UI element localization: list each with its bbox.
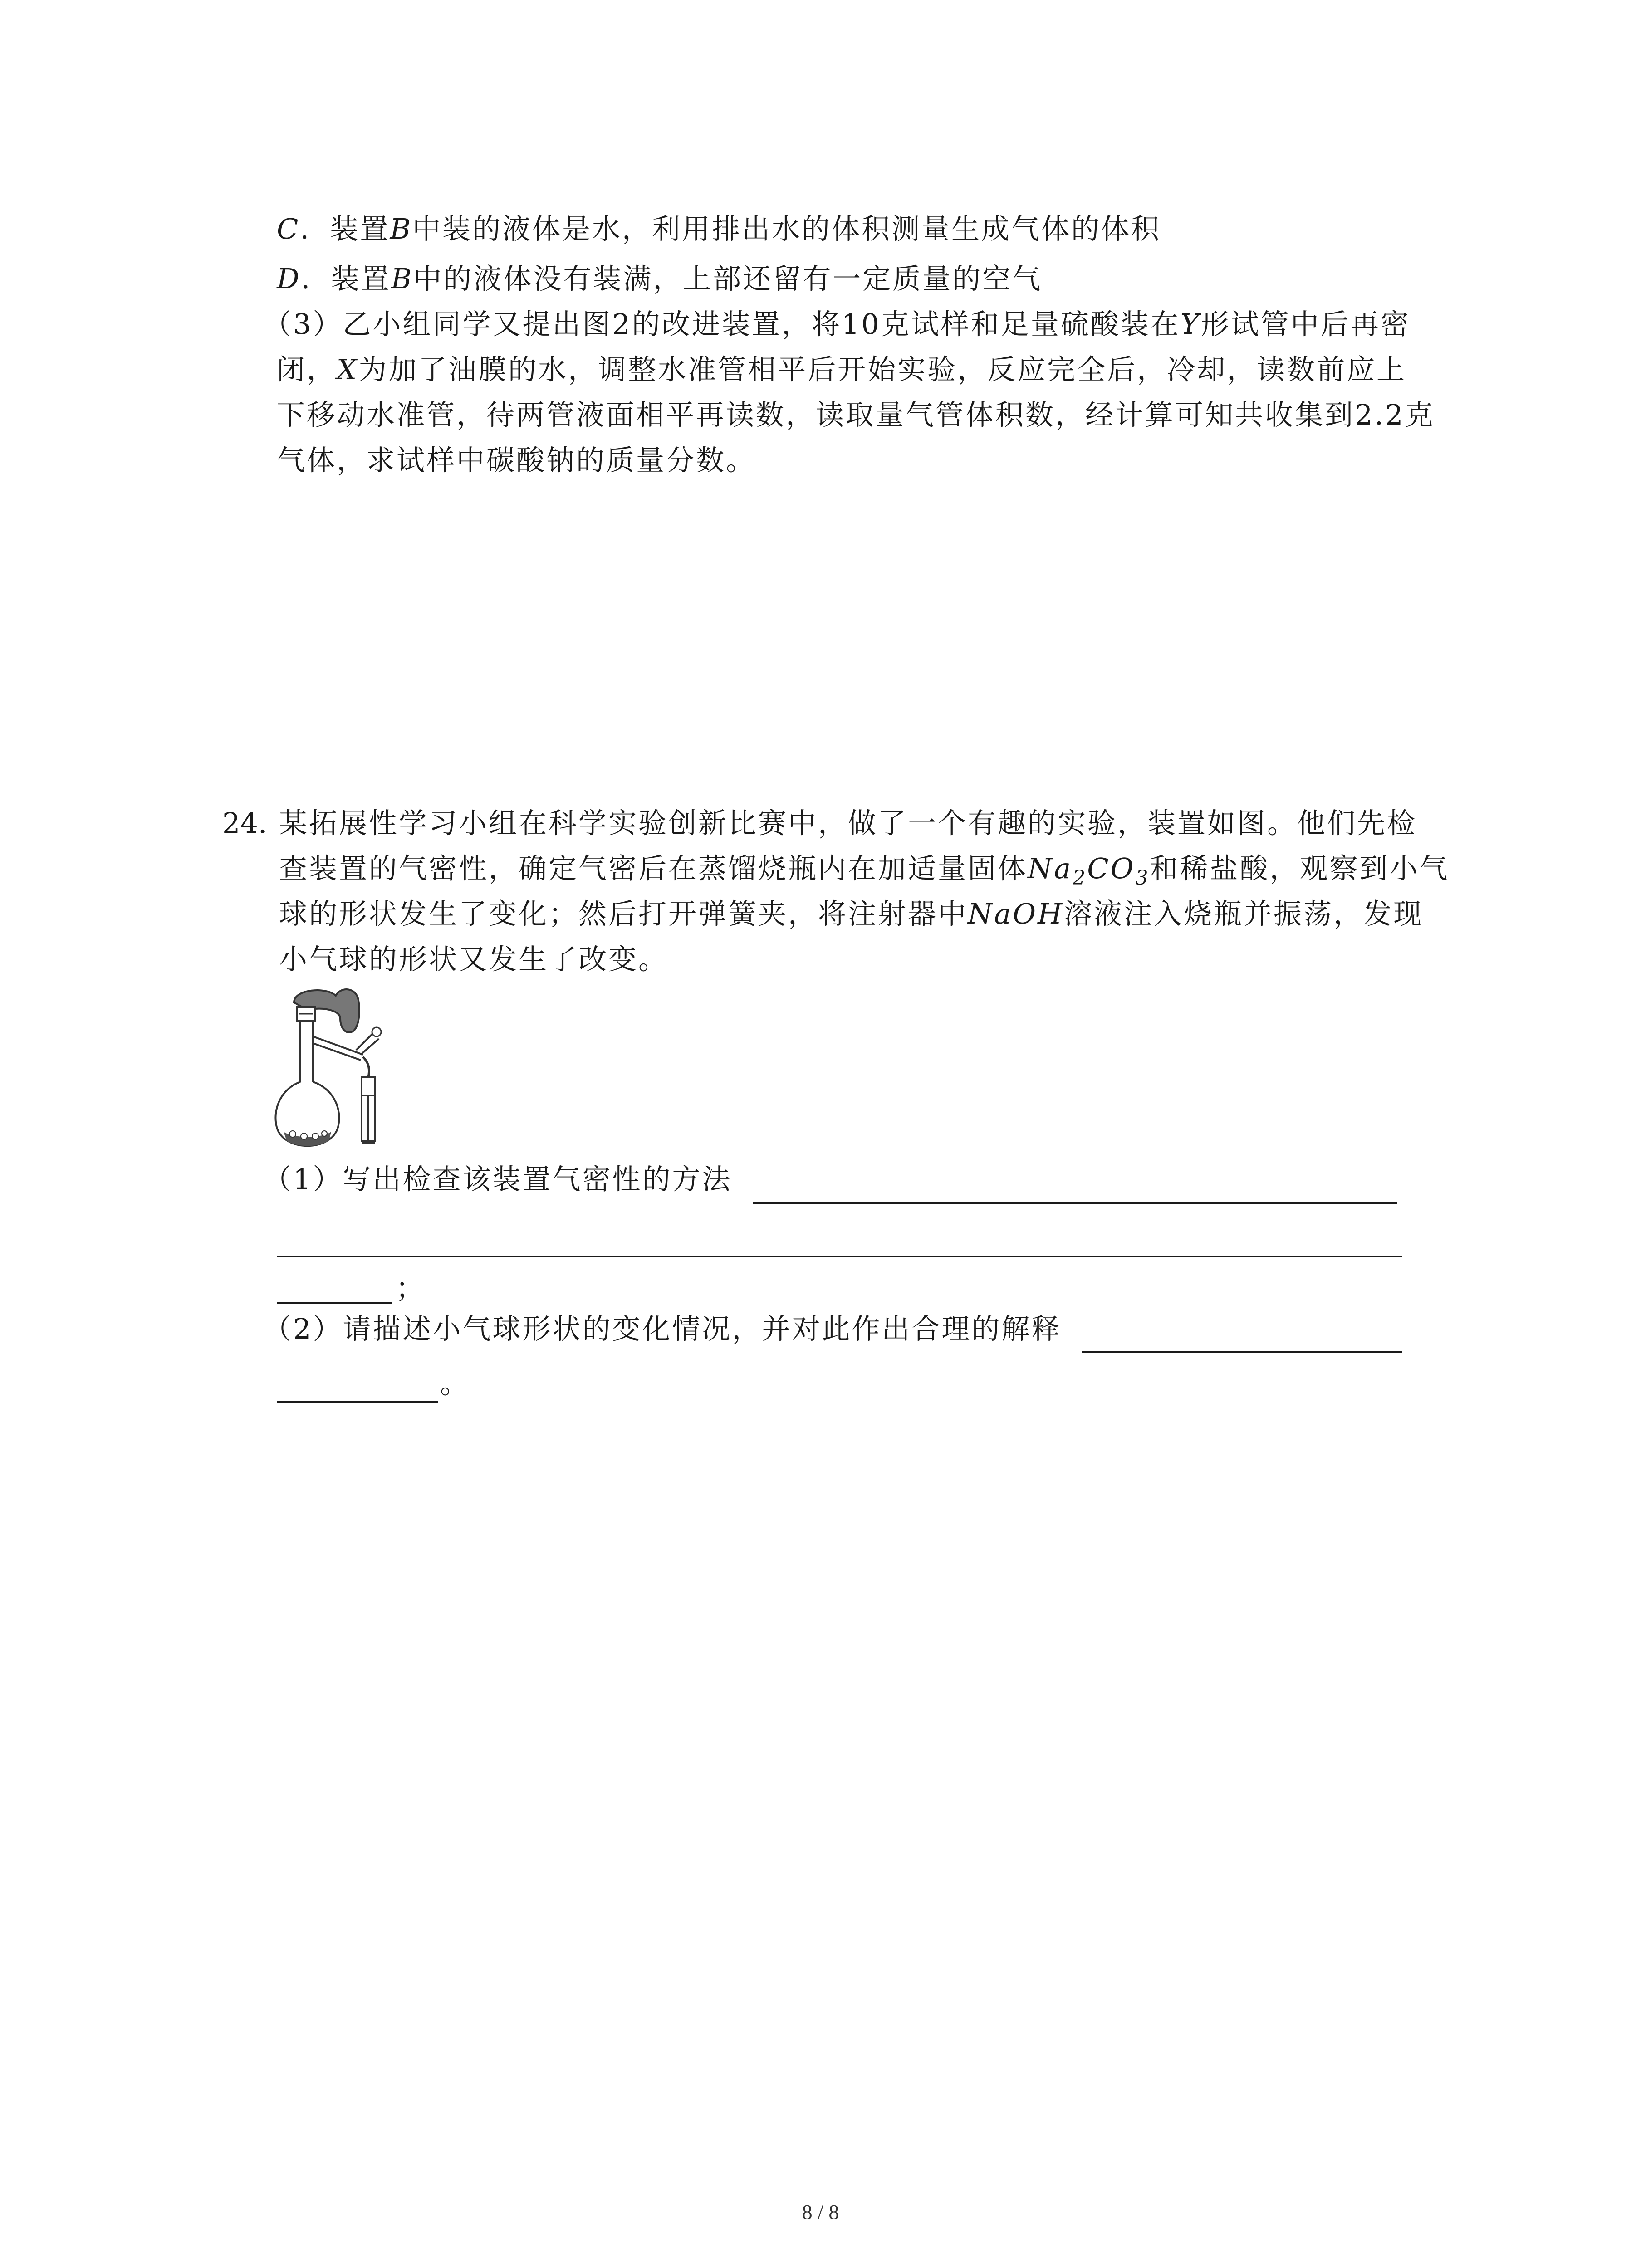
option-c-text-a: ．装置 — [300, 212, 390, 245]
answer-blank-2b[interactable] — [277, 1401, 438, 1403]
q24-line-2-b: 和稀盐酸，观察到小气 — [1150, 852, 1450, 885]
q3-line-3: 下移动水准管，待两管液面相平再读数，读取量气管体积数，经计算可知共收集到2.2克 — [277, 398, 1435, 431]
page-number: 8 / 8 — [802, 2200, 839, 2224]
sub-question-2: （2）请描述小气球形状的变化情况，并对此作出合理的解释 — [263, 1312, 1062, 1345]
q3-line-2-a: 闭， — [277, 353, 337, 386]
apparatus-figure — [272, 987, 404, 1154]
formula-sub-3: 3 — [1135, 866, 1150, 890]
sub-question-1-end: ； — [396, 1271, 426, 1305]
q3-line-1-c: 形试管中后再密 — [1200, 308, 1411, 341]
q3-var-x: X — [337, 353, 359, 386]
q3-line-2-c: 为加了油膜的水，调整水准管相平后开始实验，反应完全后，冷却，读数前应上 — [358, 353, 1407, 386]
sub-question-2-end: 。 — [440, 1367, 470, 1400]
formula-sub-2: 2 — [1073, 866, 1087, 890]
question-number: 24. — [222, 807, 267, 840]
option-d-var: B — [391, 262, 414, 295]
q24-line-3-b: 溶液注入烧瓶并振荡，发现 — [1064, 897, 1424, 930]
answer-blank-1b[interactable] — [277, 1256, 1402, 1257]
q24-line-2-a: 查装置的气密性，确定气密后在蒸馏烧瓶内在加适量固体 — [279, 852, 1028, 885]
formula-na: Na — [1028, 852, 1073, 885]
q24-line-1: 某拓展性学习小组在科学实验创新比赛中，做了一个有趣的实验，装置如图。他们先检 — [279, 807, 1417, 840]
q24-line-3-a: 球的形状发生了变化；然后打开弹簧夹，将注射器中 — [279, 897, 968, 930]
option-c-var: B — [390, 212, 413, 245]
q3-line-4: 气体，求试样中碳酸钠的质量分数。 — [277, 444, 756, 477]
option-d — [277, 256, 1042, 302]
option-d-letter: D — [277, 262, 301, 295]
formula-naoh: NaOH — [968, 897, 1064, 930]
q24-line-4: 小气球的形状又发生了改变。 — [279, 943, 669, 976]
option-c-text-b: 中装的液体是水，利用排出水的体积测量生成气体的体积 — [412, 212, 1161, 245]
q3-var-y: Y — [1180, 308, 1201, 341]
answer-blank-1c[interactable] — [277, 1302, 392, 1304]
option-c-letter: C — [277, 212, 300, 245]
answer-blank-2a[interactable] — [1082, 1351, 1402, 1353]
answer-blank-1a[interactable] — [753, 1202, 1397, 1204]
option-d-text-a: ．装置 — [301, 262, 391, 295]
q3-line-1-a: （3）乙小组同学又提出图2的改进装置，将10克试样和足量硫酸装在 — [263, 308, 1181, 341]
option-d-text-b: 中的液体没有装满，上部还留有一定质量的空气 — [413, 262, 1043, 295]
q24-line-3 — [279, 891, 1423, 937]
q3-line-1 — [263, 302, 1411, 347]
formula-co: CO — [1087, 852, 1136, 885]
sub-question-1: （1）写出检查该装置气密性的方法 — [263, 1163, 732, 1196]
option-c — [277, 206, 1161, 252]
q3-line-2 — [277, 347, 1406, 392]
